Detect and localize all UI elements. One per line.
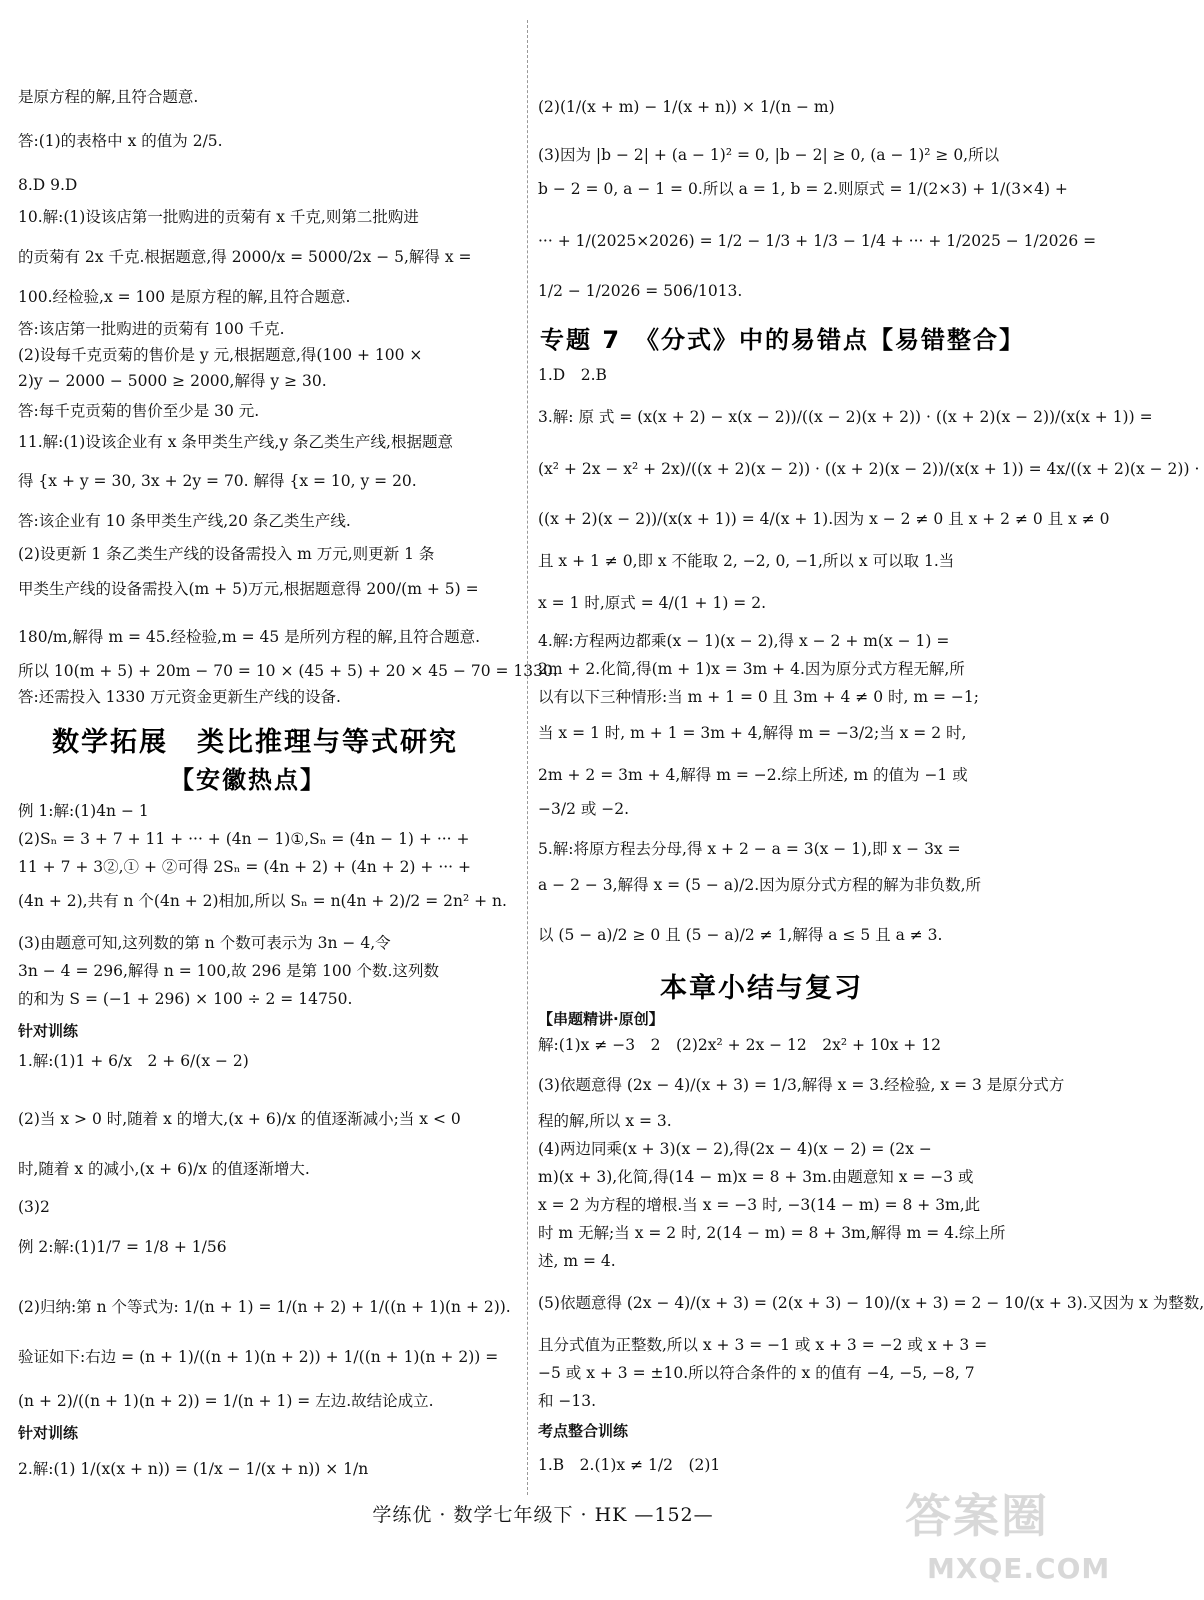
text-line: 验证如下:右边 = (n + 1)/((n + 1)(n + 2)) + 1/((n + 1)(n + 2)) = (18, 1348, 499, 1366)
text-line: a − 2 − 3,解得 x = (5 − a)/2.因为原分式方程的解为非负数,所 (538, 876, 982, 894)
page-footer: 学练优 · 数学七年级下 · HK —152— (372, 1504, 714, 1526)
text-line: 时 m 无解;当 x = 2 时, 2(14 − m) = 8 + 3m,解得 m = 4.综上所 (538, 1224, 1006, 1242)
text-line: (n + 2)/((n + 1)(n + 2)) = 1/(n + 1) = 左边.故结论成立. (18, 1392, 434, 1410)
text-line: 例 1:解:(1)4n − 1 (18, 802, 149, 820)
section-subheading-anhui: 【安徽热点】 (170, 766, 326, 794)
text-line: (2)归纳:第 n 个等式为: 1/(n + 1) = 1/(n + 2) + 1/((n + 1)(n + 2)). (18, 1298, 511, 1316)
text-line: 以有以下三种情形:当 m + 1 = 0 且 3m + 4 ≠ 0 时, m = −1; (538, 688, 979, 706)
text-line: ((x + 2)(x − 2))/(x(x + 1)) = 4/(x + 1).因为 x − 2 ≠ 0 且 x + 2 ≠ 0 且 x ≠ 0 (538, 510, 1110, 528)
text-line: 100.经检验,x = 100 是原方程的解,且符合题意. (18, 288, 351, 306)
text-line: m)(x + 3),化简,得(14 − m)x = 8 + 3m.由题意知 x = −3 或 (538, 1168, 974, 1186)
text-line: 3.解: 原 式 = (x(x + 2) − x(x − 2))/((x − 2)(x + 2)) · ((x + 2)(x − 2))/(x(x + 1)) = (538, 408, 1153, 426)
section-label-string-problems: 【串题精讲·原创】 (538, 1010, 664, 1028)
text-line: x = 1 时,原式 = 4/(1 + 1) = 2. (538, 594, 767, 612)
text-line: 答:还需投入 1330 万元资金更新生产线的设备. (18, 688, 341, 706)
section-label-training: 针对训练 (18, 1424, 79, 1442)
text-line: (2)设更新 1 条乙类生产线的设备需投入 m 万元,则更新 1 条 (18, 545, 435, 563)
text-line: (5)依题意得 (2x − 4)/(x + 3) = (2(x + 3) − 10)/(x + 3) = 2 − 10/(x + 3).又因为 x 为整数, (538, 1294, 1204, 1312)
text-line: 2m + 2.化简,得(m + 1)x = 3m + 4.因为原分式方程无解,所 (538, 660, 965, 678)
text-line: (4n + 2),共有 n 个(4n + 2)相加,所以 Sₙ = n(4n + 2)/2 = 2n² + n. (18, 892, 507, 910)
text-line: 1.B 2.(1)x ≠ 1/2 (2)1 (538, 1456, 721, 1474)
text-line: 得 {x + y = 30, 3x + 2y = 70. 解得 {x = 10, y = 20. (18, 472, 417, 490)
text-line: 例 2:解:(1)1/7 = 1/8 + 1/56 (18, 1238, 227, 1256)
section-label-training: 针对训练 (18, 1022, 79, 1040)
text-line: 1/2 − 1/2026 = 506/1013. (538, 282, 743, 300)
text-line: 以 (5 − a)/2 ≥ 0 且 (5 − a)/2 ≠ 1,解得 a ≤ 5 且 a ≠ 3. (538, 926, 943, 944)
text-line: 5.解:将原方程去分母,得 x + 2 − a = 3(x − 1),即 x − 3x = (538, 840, 961, 858)
text-line: (3)因为 |b − 2| + (a − 1)² = 0, |b − 2| ≥ 0, (a − 1)² ≥ 0,所以 (538, 146, 1000, 164)
text-line: 的和为 S = (−1 + 296) × 100 ÷ 2 = 14750. (18, 990, 353, 1008)
text-line: 解:(1)x ≠ −3 2 (2)2x² + 2x − 12 2x² + 10x + 12 (538, 1036, 941, 1054)
text-line: b − 2 = 0, a − 1 = 0.所以 a = 1, b = 2.则原式 = 1/(2×3) + 1/(3×4) + (538, 180, 1068, 198)
text-line: 1.解:(1)1 + 6/x 2 + 6/(x − 2) (18, 1052, 249, 1070)
text-line: 是原方程的解,且符合题意. (18, 88, 199, 106)
text-line: 述, m = 4. (538, 1252, 616, 1270)
watermark-text: 答案圈 (905, 1489, 1049, 1543)
text-line: 且分式值为正整数,所以 x + 3 = −1 或 x + 3 = −2 或 x + 3 = (538, 1336, 988, 1354)
text-line: 答:(1)的表格中 x 的值为 2/5. (18, 132, 223, 150)
text-line: 时,随着 x 的减小,(x + 6)/x 的值逐渐增大. (18, 1160, 310, 1178)
text-line: 10.解:(1)设该店第一批购进的贡菊有 x 千克,则第二批购进 (18, 208, 419, 226)
text-line: (2)当 x > 0 时,随着 x 的增大,(x + 6)/x 的值逐渐减小;当 x < 0 (18, 1110, 461, 1128)
section-label-exam-points: 考点整合训练 (538, 1422, 629, 1440)
text-line: (3)依题意得 (2x − 4)/(x + 3) = 1/3,解得 x = 3.经检验, x = 3 是原分式方 (538, 1076, 1065, 1094)
text-line: 2.解:(1) 1/(x(x + n)) = (1/x − 1/(x + n)) × 1/n (18, 1460, 369, 1478)
text-line: 程的解,所以 x = 3. (538, 1112, 672, 1130)
text-line: 180/m,解得 m = 45.经检验,m = 45 是所列方程的解,且符合题意. (18, 628, 481, 646)
text-line: 甲类生产线的设备需投入(m + 5)万元,根据题意得 200/(m + 5) = (18, 580, 479, 598)
section-heading-extension: 数学拓展 类比推理与等式研究 (52, 727, 458, 758)
text-line: 当 x = 1 时, m + 1 = 3m + 4,解得 m = −3/2;当 x = 2 时, (538, 724, 967, 742)
text-line: 答:每千克贡菊的售价至少是 30 元. (18, 402, 260, 420)
text-line: (3)由题意可知,这列数的第 n 个数可表示为 3n − 4,令 (18, 934, 391, 952)
text-line: 1.D 2.B (538, 366, 607, 384)
watermark-url: MXQE.COM (927, 1552, 1111, 1585)
text-line: 4.解:方程两边都乘(x − 1)(x − 2),得 x − 2 + m(x − 1) = (538, 632, 950, 650)
watermark-logo (905, 1480, 1111, 1590)
text-line: ··· + 1/(2025×2026) = 1/2 − 1/3 + 1/3 − 1/4 + ··· + 1/2025 − 1/2026 = (538, 232, 1097, 250)
text-line: 答:该企业有 10 条甲类生产线,20 条乙类生产线. (18, 512, 351, 530)
text-line: 所以 10(m + 5) + 20m − 70 = 10 × (45 + 5) + 20 × 45 − 70 = 1330. (18, 662, 558, 680)
text-line: (4)两边同乘(x + 3)(x − 2),得(2x − 4)(x − 2) = (2x − (538, 1140, 932, 1158)
text-line: −5 或 x + 3 = ±10.所以符合条件的 x 的值有 −4, −5, −8, 7 (538, 1364, 975, 1382)
text-line: 和 −13. (538, 1392, 597, 1410)
text-line: (2)(1/(x + m) − 1/(x + n)) × 1/(n − m) (538, 98, 835, 116)
text-line: (x² + 2x − x² + 2x)/((x + 2)(x − 2)) · ((x + 2)(x − 2))/(x(x + 1)) = 4x/((x + 2)(x − 2)) · (538, 460, 1200, 478)
text-line: 答:该店第一批购进的贡菊有 100 千克. (18, 320, 285, 338)
text-line: 2)y − 2000 − 5000 ≥ 2000,解得 y ≥ 30. (18, 372, 327, 390)
text-line: 8.D 9.D (18, 176, 78, 194)
text-line: 11 + 7 + 3②,① + ②可得 2Sₙ = (4n + 2) + (4n + 2) + ··· + (18, 858, 472, 876)
text-line: 2m + 2 = 3m + 4,解得 m = −2.综上所述, m 的值为 −1 或 (538, 766, 968, 784)
text-line: 的贡菊有 2x 千克.根据题意,得 2000/x = 5000/2x − 5,解得 x = (18, 248, 472, 266)
text-line: −3/2 或 −2. (538, 800, 630, 818)
text-line: x = 2 为方程的增根.当 x = −3 时, −3(14 − m) = 8 + 3m,此 (538, 1196, 981, 1214)
text-line: 3n − 4 = 296,解得 n = 100,故 296 是第 100 个数.这列数 (18, 962, 439, 980)
text-line: 11.解:(1)设该企业有 x 条甲类生产线,y 条乙类生产线,根据题意 (18, 433, 453, 451)
section-heading-topic7: 专题 7 《分式》中的易错点【易错整合】 (540, 326, 1026, 354)
text-line: (2)Sₙ = 3 + 7 + 11 + ··· + (4n − 1)①,Sₙ = (4n − 1) + ··· + (18, 830, 470, 848)
text-line: (3)2 (18, 1198, 50, 1216)
text-line: 且 x + 1 ≠ 0,即 x 不能取 2, −2, 0, −1,所以 x 可以取 1.当 (538, 552, 955, 570)
column-divider (527, 20, 529, 1495)
section-heading-chapter-review: 本章小结与复习 (660, 973, 863, 1004)
text-line: (2)设每千克贡菊的售价是 y 元,根据题意,得(100 + 100 × (18, 346, 423, 364)
